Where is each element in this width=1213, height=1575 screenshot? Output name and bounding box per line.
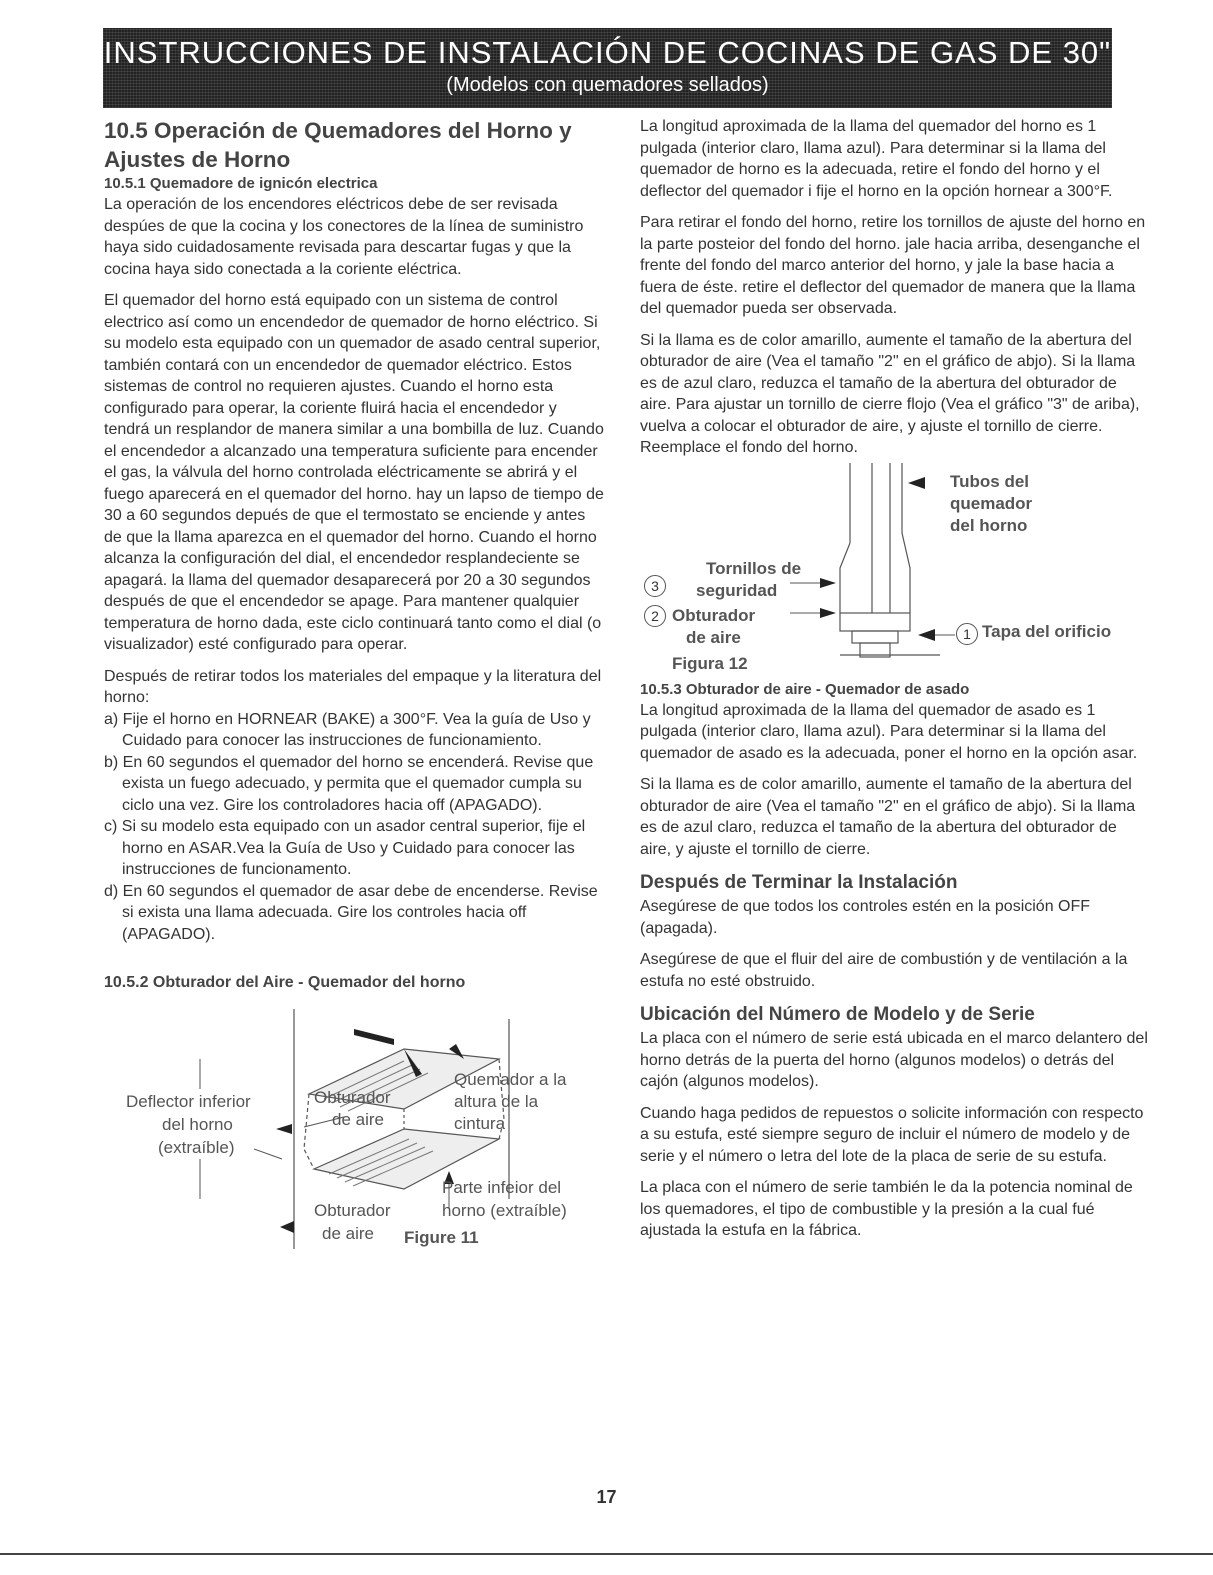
orifice-label: Tapa del orificio	[982, 621, 1112, 641]
paragraph: Si la llama es de color amarillo, aumente el tamaño de la abertura del obturador de aire (Vea el tamaño "2" en el gráfico de abjo). Si la llama es de azul claro, reduzca el tamaño de la abertura del obturador de aire. Para ajustar un tornillo de cierre flojo (Vea el gráfico "3" de ariba), vuelva a colocar el obturador de aire, y ajuste el tornillo de cierre. Reemplace el fondo del horno.	[640, 331, 1140, 456]
bottom-label: Parte infeior del	[442, 1178, 562, 1197]
paragraph: Después de retirar todos los materiales del empaque y la literatura del horno:	[104, 667, 602, 706]
banner-subtitle: (Modelos con quemadores sellados)	[446, 74, 769, 96]
page-number: 17	[596, 1487, 617, 1507]
burner-label: altura de la	[454, 1092, 539, 1111]
figure-caption: Figura 12	[672, 653, 748, 673]
list-item: c) Si su modelo esta equipado con un asador central superior, fije el horno en ASAR.Vea la Guía de Uso y Cuidado para conocer las instrucciones de funcionamento.	[104, 818, 586, 878]
deflector-label: Deflector inferior	[126, 1092, 251, 1111]
list-item: d) En 60 segundos el quemador de asar debe de encenderse. Revise si exista una llama adecuada. Gire los controles hacia off (APAGADO).	[104, 882, 598, 943]
paragraph: La longitud aproximada de la llama del quemador del horno es 1 pulgada (interior claro, llama azul). Para determinar si la llama del quemador de horno es la adecuada, retire el fondo del horno y el deflector del quemador i fije el horno en la opción hornear a 300°F.	[640, 118, 1113, 200]
burner-label: cintura	[454, 1114, 506, 1133]
left-column	[104, 116, 604, 1289]
screws-label: seguridad	[696, 580, 778, 600]
paragraph: Asegúrese de que todos los controles estén en la posición OFF (apagada).	[640, 898, 1091, 937]
list-item: a) Fije el horno en HORNEAR (BAKE) a 300°F. Vea la guía de Uso y Cuidado para conocer las instrucciones de funcionamiento.	[104, 710, 591, 749]
steps-list	[104, 709, 604, 946]
paragraph: La longitud aproximada de la llama del quemador de asado es 1 pulgada (interior claro, llama azul). Para determinar si la llama del quemador de asado es la adecuada, poner el horno en la opción asar.	[640, 701, 1138, 762]
page-banner	[103, 28, 1112, 108]
shutter-label: de aire	[686, 627, 741, 647]
section-heading: Ubicación del Número de Modelo y de Serie	[640, 1004, 1035, 1025]
figure-11	[104, 999, 604, 1289]
banner-title: INSTRUCCIONES DE INSTALACIÓN DE COCINAS DE GAS DE 30"	[103, 35, 1112, 70]
tubes-label: Tubos del	[950, 471, 1030, 491]
paragraph: Cuando haga pedidos de repuestos o solicite información con respecto a su estufa, esté siempre seguro de incluir el número de modelo y de serie y el número o letra del lote de la placa de serie de su estufa.	[640, 1104, 1144, 1165]
tubes-label: del horno	[950, 515, 1028, 535]
paragraph: La placa con el número de serie también le da la potencia nominal de los quemadores, el tipo de combustible y la presión a la cual fué ajustada la estufa en la fábrica.	[640, 1179, 1133, 1239]
paragraph: Si la llama es de color amarillo, aumente el tamaño de la abertura del obturador de aire (Vea el tamaño "2" en el gráfico de abjo). Si la llama es de azul claro, reduzca el tamaño de la abertura del obturador de aire, y ajuste el tornillo de cierre.	[640, 776, 1136, 858]
subsection-heading: 10.5.2 Obturador del Aire - Quemador del horno	[104, 974, 466, 991]
section-heading: 10.5 Operación de Quemadores del Horno y Ajustes de Horno	[104, 118, 572, 172]
deflector-label: (extraíble)	[158, 1138, 235, 1157]
bottom-label: horno (extraíble)	[442, 1201, 567, 1220]
burner-label: Quemador a la	[454, 1070, 567, 1089]
paragraph: El quemador del horno está equipado con un sistema de control electrico así como un encendedor de quemador de horno eléctrico. Si su modelo esta equipado con un quemador de asado central superior, también contará con un encendedor de quemador eléctrico. Estos sistemas de control no requieren ajustes. Cuando el horno esta configurado para operar, la coriente fluirá hacia el encendedor y tendrá un resplandor de manera similar a una bombilla de luz. Cuando el encendedor a alcanzado una temperatura suficiente para encender el gas, la válvula del horno controlada eléctricamente se abrirá y el fuego aparecerá en el quemador del horno. hay un lapso de tiempo de 30 a 60 segundos depués de que el termostato se enciende y antes de que la llama aparezca en el quemador del horno. Cuando el horno alcanza la configuración del dial, el encendedor resplandeciente se apagará. la llama del quemador desaparecerá por 20 a 30 segundos después de que el encendedor se apage. Para mantener qualquier temperatura de horno dada, este ciclo continuará tanto como el dial (o visualizador) esté configurado para operar.	[104, 292, 604, 653]
paragraph: Asegúrese de que el fluir del aire de combustión y de ventilación a la estufa no esté obstruido.	[640, 951, 1128, 990]
paragraph: La operación de los encendores eléctricos debe de ser revisada despúes de que la cocina y los conectores de la línea de suministro haya sido cuidadosamente revisada para descartar fugas y que la cocina haya sido conectada a la coriente eléctrica.	[104, 196, 584, 278]
paragraph: Para retirar el fondo del horno, retire los tornillos de ajuste del horno en la parte posteior del fondo del horno. jale hacia arriba, desenganche el frente del fondo del marco anterior del horno, y jale la base hacia a fuera de éste. retire el deflector del quemador de manera que la llama del quemador pueda ser observada.	[640, 214, 1146, 317]
shutter-label: Obturador	[672, 605, 756, 625]
shutter-label: Obturador	[314, 1201, 391, 1220]
figure-caption: Figure 11	[404, 1228, 479, 1247]
shutter-label: de aire	[332, 1110, 384, 1129]
screws-label: Tornillos de	[706, 558, 802, 578]
bottom-rule	[0, 1553, 1213, 1555]
callout-1: 1	[956, 623, 978, 645]
section-heading: Después de Terminar la Instalación	[640, 872, 958, 893]
callout-2: 2	[644, 605, 666, 627]
shutter-label: de aire	[322, 1224, 374, 1243]
right-column	[640, 116, 1150, 1252]
paragraph: La placa con el número de serie está ubicada en el marco delantero del horno detrás de la puerta del horno (algunos modelos) o detrás del cajón (algunos modelos).	[640, 1030, 1148, 1090]
figure-12	[640, 463, 1150, 673]
callout-3: 3	[644, 575, 666, 597]
subsection-heading: 10.5.3 Obturador de aire - Quemador de asado	[640, 680, 970, 698]
tubes-label: quemador	[950, 493, 1033, 513]
shutter-label: Obturador	[314, 1088, 391, 1107]
subsection-heading: 10.5.1 Quemadore de ignicón electrica	[104, 175, 378, 192]
deflector-label: del horno	[162, 1115, 233, 1134]
list-item: b) En 60 segundos el quemador del horno se encenderá. Revise que exista un fuego adecuado, y permita que el quemador cumpla su ciclo una vez. Gire los controladores hacia off (APAGADO).	[104, 753, 594, 814]
